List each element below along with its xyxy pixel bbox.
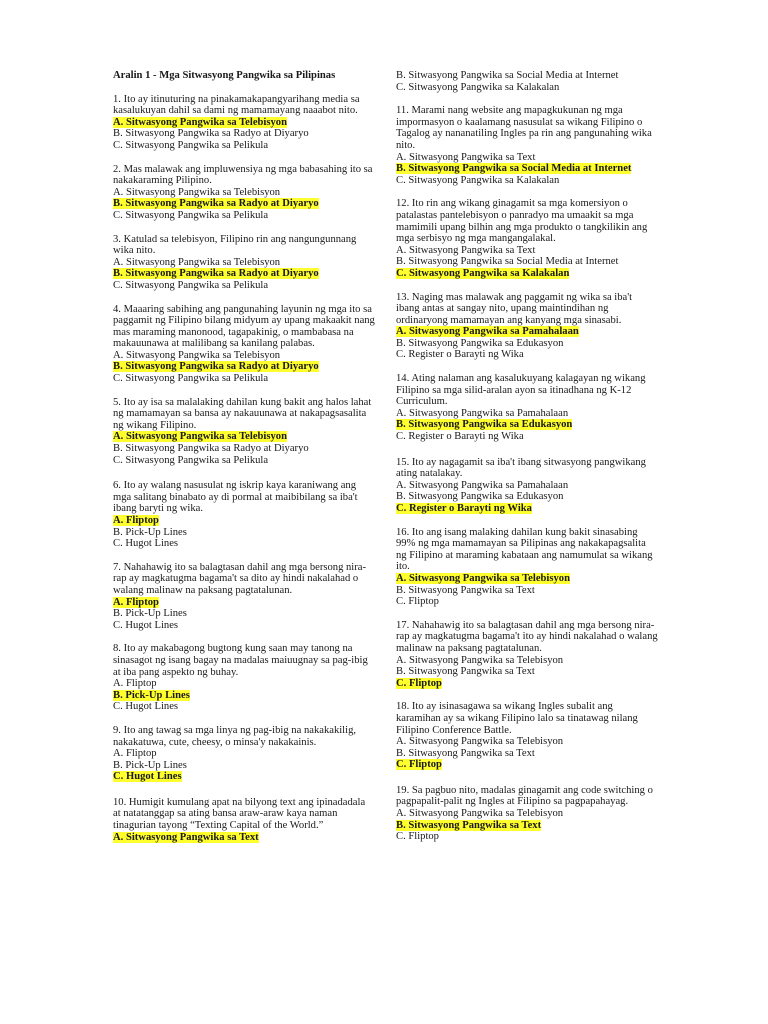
- option-line: [396, 759, 658, 771]
- question-prompt: Ito ay nagagamit sa iba't ibang sitwasyong pangwikang ating natalakay.: [396, 456, 646, 480]
- answer-option: C. Register o Barayti ng Wika: [396, 431, 524, 443]
- option-line: [113, 140, 375, 152]
- answer-option: C. Sitwasyong Pangwika sa Pelikula: [113, 139, 269, 151]
- option-line: [113, 361, 375, 373]
- question-prompt: Ito ay isinasagawa sa wikang Ingles subalit ang karamihan ay sa wikang Filipino lalo sa tinatawag nilang Filipino Conference Battle.: [396, 701, 638, 736]
- question-text: [396, 620, 658, 655]
- option-line: [396, 175, 658, 187]
- left-question-list: [113, 94, 375, 844]
- question-text: [113, 397, 375, 432]
- option-line: [113, 117, 375, 129]
- answer-option: B. Pick-Up Lines: [113, 608, 187, 620]
- answer-option-highlighted: B. Sitwasyong Pangwika sa Social Media at Internet: [396, 163, 632, 175]
- question-text: [113, 725, 375, 748]
- question-prompt: Ito ay isa sa malalaking dahilan kung bakit ang halos lahat ng mamamayan sa bansa ay nakauunawa at nakapagsasalita ng wikang Filipino.: [113, 396, 372, 431]
- question-prompt: Ito ay makabagong bugtong kung saan may tanong na sinasagot ng isang bagay na madalas maiuugnay sa pag-ibig at iba pang aspekto ng buhay.: [113, 643, 368, 678]
- page-title: Aralin 1 - Mga Sitwasyong Pangwika sa Pilipinas: [113, 70, 336, 81]
- answer-option: B. Sitwasyong Pangwika sa Text: [396, 666, 535, 678]
- question-item: [113, 397, 375, 467]
- question-prompt: Ito rin ang wikang ginagamit sa mga komersiyon o patalastas pantelebisyon o panradyo ma umaakit sa mga mamimili upang bilhin ang mga produkto o tangkilikin ang mga serbisyo ng mga mangangalakal.: [396, 198, 648, 245]
- option-line: [396, 245, 658, 257]
- option-line: [396, 666, 658, 678]
- option-line: [396, 678, 658, 690]
- question-text: [113, 164, 375, 187]
- answer-option-highlighted: A. Sitwasyong Pangwika sa Telebisyon: [396, 572, 570, 584]
- question-prompt: Maaaring sabihing ang pangunahing layunin ng mga ito sa paggamit ng Filipino bilang midyum ay upang makaakit nang mas maraming manonood, tagapakinig, o mambabasa na makauunawa at malilibang sa kanilang palabas.: [113, 303, 375, 350]
- option-line: [396, 820, 658, 832]
- option-line: [396, 491, 658, 503]
- question-number: 4.: [113, 303, 121, 315]
- question-text: [396, 701, 658, 736]
- answer-option-highlighted: C. Hugot Lines: [113, 771, 182, 783]
- answer-option: C. Register o Barayti ng Wika: [396, 349, 524, 361]
- question-prompt: Nahahawig ito sa balagtasan dahil ang mga bersong nira-rap ay magkatugma bagama't sa dito ay hindi nakalahad o walang malinaw na paksang pagtatalunan.: [113, 561, 367, 596]
- answer-option-highlighted: A. Sitwasyong Pangwika sa Telebisyon: [113, 431, 287, 443]
- option-line: [396, 82, 658, 94]
- option-line: [396, 152, 658, 164]
- option-line: [396, 585, 658, 597]
- answer-option: A. Sitwasyong Pangwika sa Telebisyon: [396, 736, 564, 748]
- option-line: [113, 620, 375, 632]
- option-line: [113, 748, 375, 760]
- right-column: [396, 70, 658, 855]
- answer-option: B. Sitwasyong Pangwika sa Social Media at Internet: [396, 70, 619, 81]
- option-line: [113, 515, 375, 527]
- option-line: [396, 268, 658, 280]
- question-item: [113, 562, 375, 632]
- question-text: [396, 105, 658, 151]
- option-line: [396, 503, 658, 515]
- option-line: [113, 443, 375, 455]
- question-item: [113, 234, 375, 292]
- question-text: [396, 527, 658, 573]
- answer-option: B. Sitwasyong Pangwika sa Radyo at Diyaryo: [113, 443, 309, 455]
- question-text: [113, 234, 375, 257]
- option-line: [396, 596, 658, 608]
- question-prompt: Ito ay itinuturing na pinakamakapangyarihang media sa kasalukuyan dahil sa dami ng mamamayang naaabot nito.: [113, 93, 360, 117]
- question-number: 12.: [396, 198, 410, 210]
- answer-option: C. Hugot Lines: [113, 619, 179, 631]
- question-prompt: Mas malawak ang impluwensiya ng mga babasahing ito sa nakakaraming Pilipino.: [113, 163, 373, 187]
- answer-option: B. Sitwasyong Pangwika sa Radyo at Diyaryo: [113, 128, 309, 140]
- answer-option-highlighted: B. Sitwasyong Pangwika sa Edukasyon: [396, 419, 573, 431]
- answer-option-highlighted: A. Sitwasyong Pangwika sa Telebisyon: [113, 116, 287, 128]
- answer-option: C. Sitwasyong Pangwika sa Pelikula: [113, 373, 269, 385]
- question-item: [396, 292, 658, 362]
- answer-option: B. Sitwasyong Pangwika sa Text: [396, 584, 535, 596]
- answer-option: C. Sitwasyong Pangwika sa Pelikula: [113, 454, 269, 466]
- question-number: 10.: [113, 796, 127, 808]
- question-item: [113, 94, 375, 152]
- question-number: 1.: [113, 93, 121, 105]
- answer-option: A. Sitwasyong Pangwika sa Telebisyon: [113, 186, 281, 198]
- answer-option: A. Fliptop: [113, 748, 157, 760]
- option-line: [396, 831, 658, 843]
- answer-option-highlighted: C. Register o Barayti ng Wika: [396, 503, 532, 514]
- question-text: [396, 785, 658, 808]
- answer-option-highlighted: A. Fliptop: [113, 515, 159, 526]
- question-number: 8.: [113, 643, 121, 655]
- option-line: [113, 198, 375, 210]
- question-item: [396, 373, 658, 443]
- option-line: [113, 832, 375, 844]
- question-number: 16.: [396, 526, 410, 538]
- question-prompt: Ating nalaman ang kasalukuyang kalagayan ng wikang Filipino sa mga silid-aralan ayon sa itinadhana ng K-12 Curriculum.: [396, 373, 646, 408]
- option-line: [396, 808, 658, 820]
- question-item: [396, 785, 658, 843]
- question-continuation: [396, 70, 658, 93]
- option-line: [396, 748, 658, 760]
- option-line: [113, 187, 375, 199]
- question-number: 15.: [396, 456, 410, 468]
- option-line: [396, 431, 658, 443]
- question-number: 7.: [113, 561, 121, 573]
- answer-option-highlighted: B. Sitwasyong Pangwika sa Radyo at Diyaryo: [113, 361, 319, 373]
- option-line: [113, 701, 375, 713]
- option-line: [113, 210, 375, 222]
- option-line: [113, 690, 375, 702]
- question-prompt: Naging mas malawak ang paggamit ng wika sa iba't ibang antas at sangay nito, upang maintindihan ng ordinaryong mamamayan ang kanyang mga sinasabi.: [396, 291, 633, 326]
- question-text: [113, 94, 375, 117]
- question-number: 11.: [396, 105, 409, 117]
- question-prompt: Ito ang tawag sa mga linya ng pag-ibig na nakakakilig, nakakatuwa, cute, cheesy, o minsa'y nakakainis.: [113, 724, 357, 748]
- option-line: [113, 373, 375, 385]
- option-line: [113, 268, 375, 280]
- answer-option-highlighted: A. Sitwasyong Pangwika sa Pamahalaan: [396, 326, 579, 338]
- question-number: 5.: [113, 396, 121, 408]
- answer-option-highlighted: B. Sitwasyong Pangwika sa Text: [396, 819, 542, 831]
- answer-option: A. Sitwasyong Pangwika sa Telebisyon: [113, 349, 281, 361]
- left-column: [113, 70, 375, 855]
- answer-option: C. Sitwasyong Pangwika sa Kalakalan: [396, 81, 560, 93]
- question-item: [113, 797, 375, 843]
- option-line: [113, 128, 375, 140]
- answer-option: A. Fliptop: [113, 678, 157, 690]
- question-item: [396, 620, 658, 690]
- question-item: [113, 725, 375, 783]
- question-prompt: Nahahawig ito sa balagtasan dahil ang mga bersong nira-rap ay magkatugma bagama't ito ay hindi nakalahad o walang malinaw na paksang pagtatalunan.: [396, 619, 658, 654]
- question-text: [113, 562, 375, 597]
- question-number: 9.: [113, 724, 121, 736]
- option-line: [113, 350, 375, 362]
- option-line: [113, 455, 375, 467]
- option-line: [113, 597, 375, 609]
- right-question-list: [396, 70, 658, 843]
- answer-option: B. Sitwasyong Pangwika sa Edukasyon: [396, 337, 564, 349]
- answer-option: C. Sitwasyong Pangwika sa Kalakalan: [396, 174, 560, 186]
- question-text: [396, 198, 658, 244]
- question-number: 18.: [396, 701, 410, 713]
- option-line: [113, 760, 375, 772]
- option-line: [113, 431, 375, 443]
- answer-option: C. Hugot Lines: [113, 701, 179, 713]
- question-number: 17.: [396, 619, 410, 631]
- option-line: [113, 678, 375, 690]
- question-text: [113, 480, 375, 515]
- question-prompt: Katulad sa telebisyon, Filipino rin ang nangungunnang wika nito.: [113, 233, 357, 257]
- question-number: 2.: [113, 163, 121, 175]
- answer-option: A. Sitwasyong Pangwika sa Pamahalaan: [396, 479, 569, 491]
- option-line: [396, 338, 658, 350]
- answer-option: A. Sitwasyong Pangwika sa Text: [396, 244, 536, 256]
- question-text: [113, 643, 375, 678]
- option-line: [396, 349, 658, 361]
- question-item: [396, 527, 658, 608]
- question-prompt: Marami nang website ang mapagkukunan ng mga impormasyon o kaalamang nasusulat sa wikang Filipino o Tagalog ay nananatiling Ingles pa rin ang pangunahing wika nito.: [396, 105, 652, 151]
- answer-option: B. Sitwasyong Pangwika sa Text: [396, 747, 535, 759]
- answer-option-highlighted: B. Pick-Up Lines: [113, 689, 190, 701]
- answer-option: C. Hugot Lines: [113, 538, 179, 550]
- option-line: [396, 655, 658, 667]
- answer-option-highlighted: C. Sitwasyong Pangwika sa Kalakalan: [396, 267, 570, 279]
- question-text: [113, 797, 375, 832]
- answer-option-highlighted: B. Sitwasyong Pangwika sa Radyo at Diyaryo: [113, 268, 319, 280]
- answer-option-highlighted: A. Sitwasyong Pangwika sa Text: [113, 831, 259, 843]
- question-number: 19.: [396, 784, 410, 796]
- question-item: [113, 304, 375, 385]
- question-item: [396, 198, 658, 279]
- question-number: 3.: [113, 233, 121, 245]
- option-line: [113, 771, 375, 783]
- question-number: 14.: [396, 373, 410, 385]
- answer-option: C. Fliptop: [396, 596, 439, 608]
- option-line: [113, 538, 375, 550]
- option-line: [396, 573, 658, 585]
- option-line: [113, 527, 375, 539]
- answer-option-highlighted: B. Sitwasyong Pangwika sa Radyo at Diyaryo: [113, 198, 319, 210]
- option-line: [396, 256, 658, 268]
- answer-option-highlighted: C. Fliptop: [396, 759, 442, 771]
- answer-option: A. Sitwasyong Pangwika sa Text: [396, 151, 536, 163]
- option-line: [396, 736, 658, 748]
- question-item: [396, 105, 658, 186]
- option-line: [396, 419, 658, 431]
- option-line: [396, 326, 658, 338]
- answer-option: C. Sitwasyong Pangwika sa Pelikula: [113, 279, 269, 291]
- question-item: [113, 164, 375, 222]
- option-line: [396, 163, 658, 175]
- question-text: [113, 304, 375, 350]
- answer-option: A. Sitwasyong Pangwika sa Telebisyon: [396, 808, 564, 820]
- answer-option-highlighted: A. Fliptop: [113, 596, 159, 608]
- answer-option: B. Sitwasyong Pangwika sa Social Media at Internet: [396, 256, 619, 268]
- question-prompt: Humigit kumulang apat na bilyong text ang ipinadadala at natatanggap sa ating bansa araw-araw kaya naman tinagurian tayong “Texting Capital of the World.”: [113, 796, 366, 832]
- answer-option: B. Pick-Up Lines: [113, 759, 187, 771]
- question-prompt: Ito ay walang nasusulat ng iskrip kaya karaniwang ang mga salitang binabato ay di pormal at maibibilang sa iba't ibang baryti ng wika.: [113, 480, 358, 515]
- question-prompt: Ito ang isang malaking dahilan kung bakit sinasabing 99% ng mga mamamayan sa Pilipinas ang nakakapagsalita ng Filipino at maraming kabataan ang namumulat sa wikang ito.: [396, 526, 653, 573]
- answer-option: C. Fliptop: [396, 831, 439, 843]
- option-line: [396, 70, 658, 82]
- question-text: [396, 373, 658, 408]
- option-line: [396, 408, 658, 420]
- question-item: [396, 457, 658, 515]
- question-prompt: Sa pagbuo nito, madalas ginagamit ang code switching o pagpapalit-palit ng Ingles at Filipino sa pagpapahayag.: [396, 784, 653, 808]
- question-item: [396, 701, 658, 771]
- answer-option: C. Sitwasyong Pangwika sa Pelikula: [113, 209, 269, 221]
- question-number: 6.: [113, 480, 121, 492]
- answer-option-highlighted: C. Fliptop: [396, 677, 442, 689]
- option-line: [113, 257, 375, 269]
- question-text: [396, 292, 658, 327]
- answer-option: B. Pick-Up Lines: [113, 526, 187, 538]
- question-item: [113, 643, 375, 713]
- answer-option: A. Sitwasyong Pangwika sa Telebisyon: [396, 654, 564, 666]
- option-line: [396, 480, 658, 492]
- answer-option: A. Sitwasyong Pangwika sa Pamahalaan: [396, 407, 569, 419]
- option-line: [113, 608, 375, 620]
- question-text: [396, 457, 658, 480]
- answer-option: A. Sitwasyong Pangwika sa Telebisyon: [113, 256, 281, 268]
- question-item: [113, 480, 375, 550]
- question-number: 13.: [396, 291, 410, 303]
- answer-option: B. Sitwasyong Pangwika sa Edukasyon: [396, 491, 564, 503]
- option-line: [113, 280, 375, 292]
